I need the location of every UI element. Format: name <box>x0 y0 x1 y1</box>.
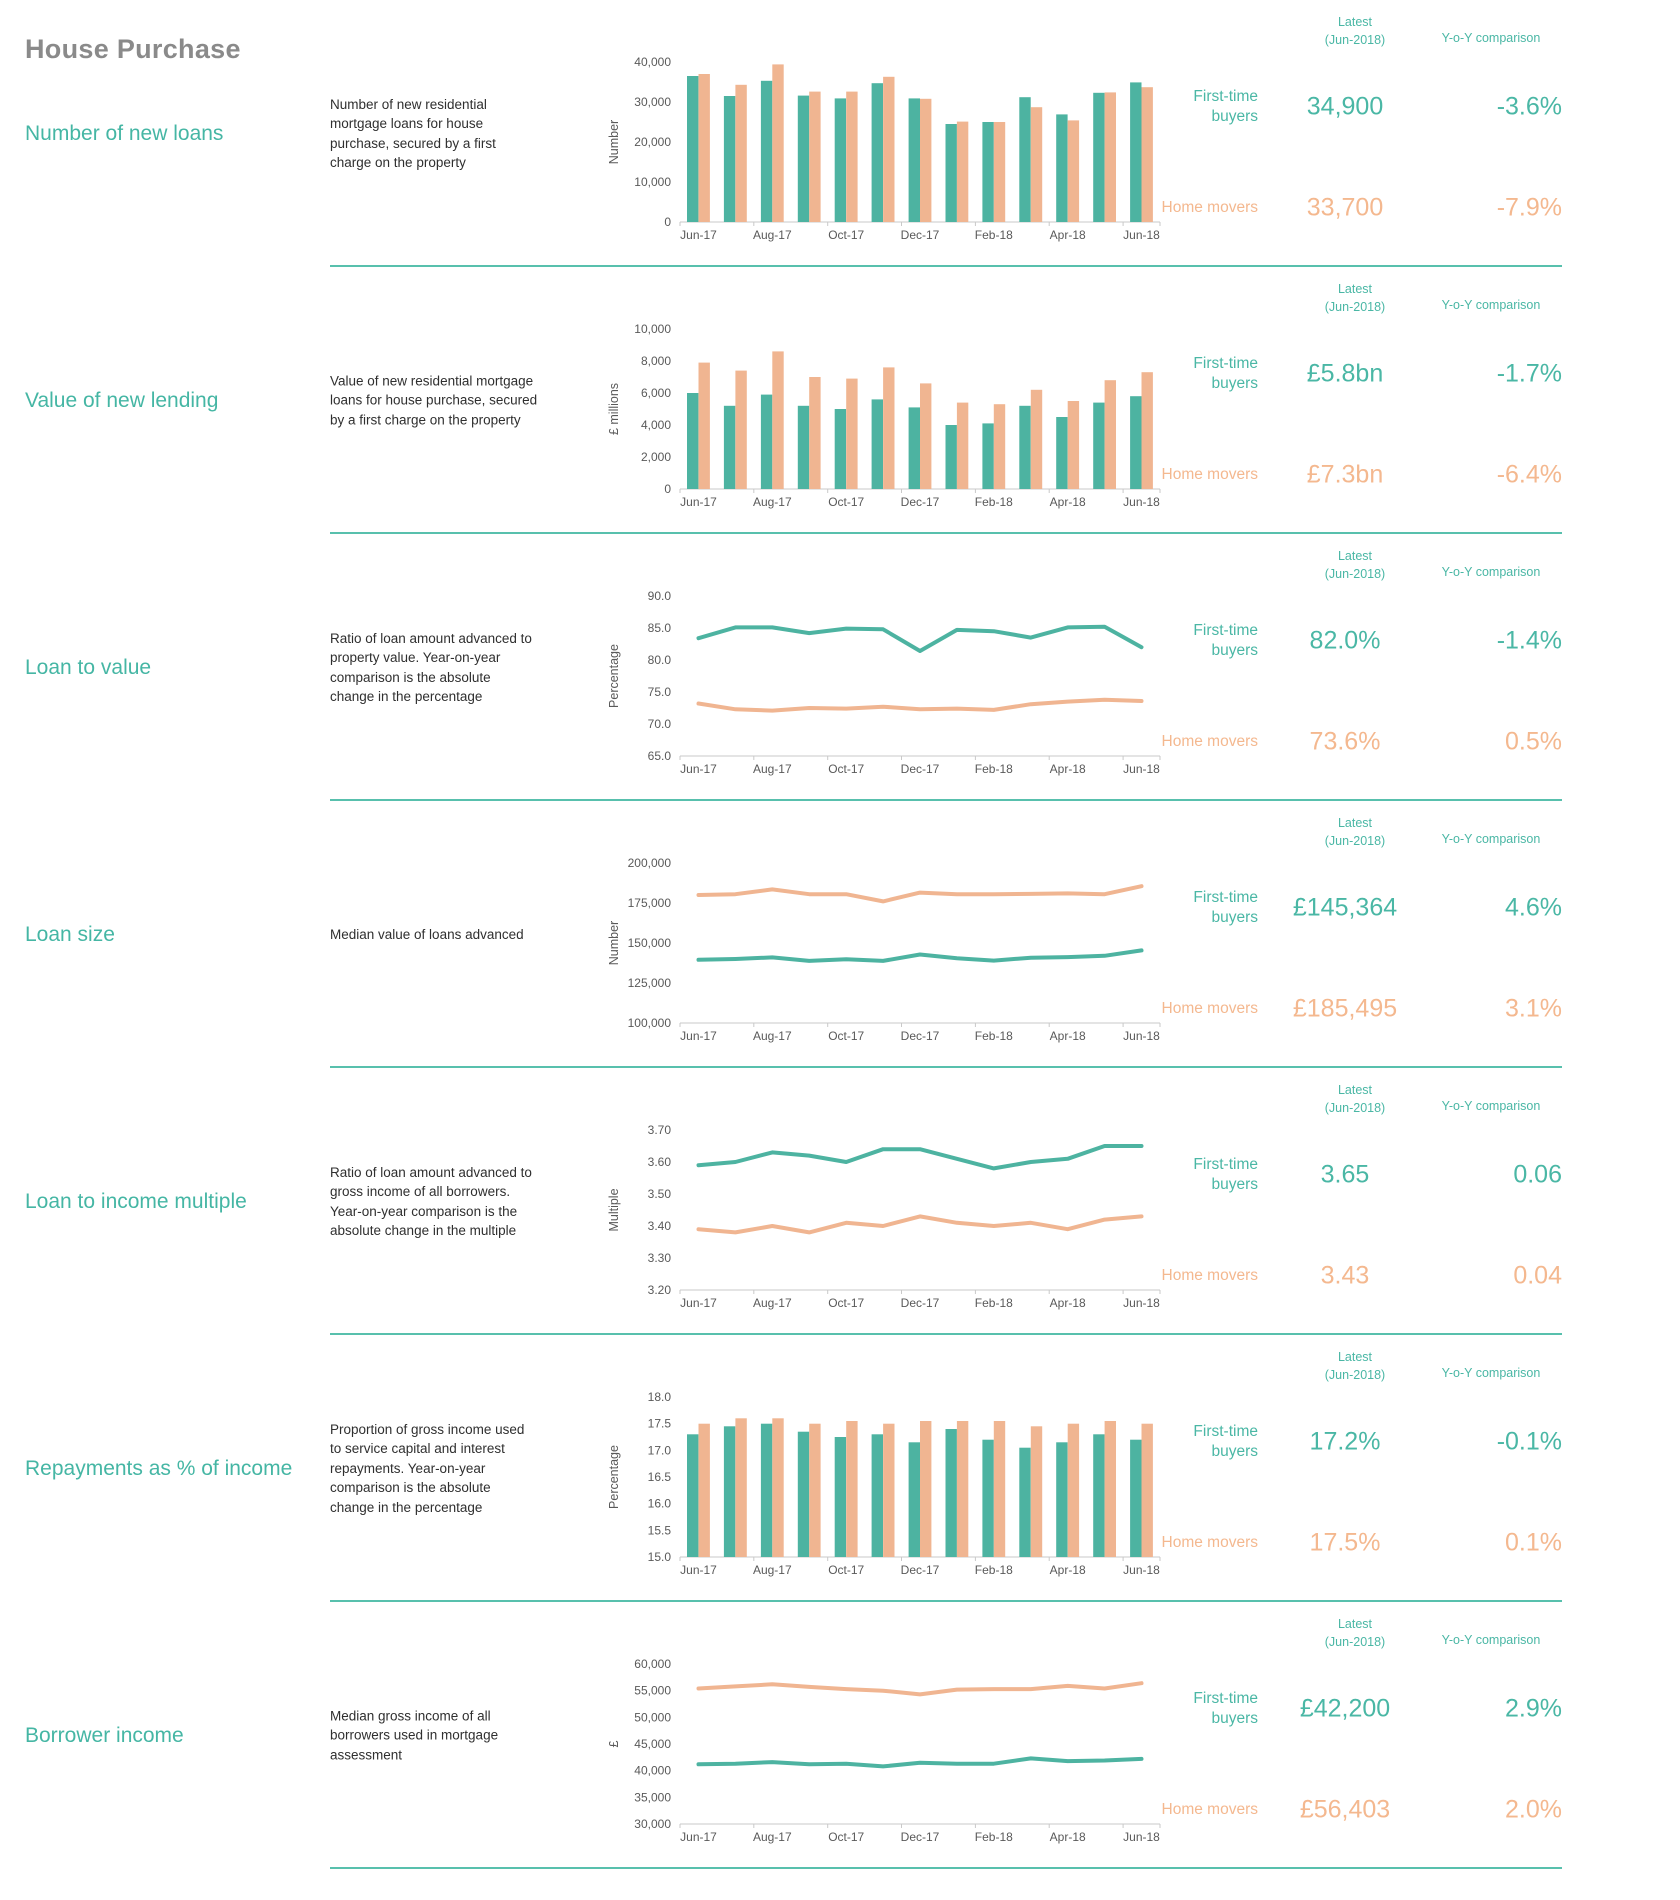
home-movers-label: Home movers <box>1161 1267 1258 1285</box>
svg-text:30,000: 30,000 <box>634 1817 671 1831</box>
page-title: House Purchase <box>25 34 241 65</box>
home-movers-label: Home movers <box>1161 1801 1258 1819</box>
svg-text:Aug-17: Aug-17 <box>752 1830 792 1844</box>
svg-text:Dec-17: Dec-17 <box>900 1296 940 1310</box>
svg-text:Jun-18: Jun-18 <box>1123 228 1160 242</box>
home-movers-latest-value: £56,403 <box>1299 1795 1391 1824</box>
column-header-yoy: Y-o-Y comparison <box>1441 1366 1541 1380</box>
svg-text:80.0: 80.0 <box>647 653 671 667</box>
chart-loan-to-value <box>545 584 1175 789</box>
svg-text:100,000: 100,000 <box>627 1016 671 1030</box>
svg-text:£: £ <box>607 1740 621 1748</box>
svg-text:Jun-18: Jun-18 <box>1123 495 1160 509</box>
svg-text:90.0: 90.0 <box>647 589 671 603</box>
first-time-buyers-latest-value: 82.0% <box>1309 626 1381 655</box>
column-header-latest: Latest (Jun-2018) <box>1324 816 1386 848</box>
svg-text:50,000: 50,000 <box>634 1710 671 1725</box>
svg-text:Jun-17: Jun-17 <box>680 762 717 776</box>
home-movers-label: Home movers <box>1161 466 1258 484</box>
svg-text:Number: Number <box>607 119 621 165</box>
svg-text:Jun-18: Jun-18 <box>1123 762 1160 776</box>
svg-text:6,000: 6,000 <box>640 386 671 400</box>
svg-text:Percentage: Percentage <box>607 644 621 708</box>
metric-name: Loan size <box>25 922 115 946</box>
svg-text:Oct-17: Oct-17 <box>828 762 865 776</box>
svg-text:Oct-17: Oct-17 <box>828 1029 865 1043</box>
svg-text:Aug-17: Aug-17 <box>752 1563 792 1577</box>
home-movers-yoy-value: 0.04 <box>1513 1261 1562 1290</box>
svg-text:3.60: 3.60 <box>647 1155 671 1169</box>
svg-text:200,000: 200,000 <box>627 856 671 870</box>
svg-text:Feb-18: Feb-18 <box>974 1029 1013 1043</box>
svg-text:2,000: 2,000 <box>640 450 671 464</box>
svg-text:150,000: 150,000 <box>627 936 671 950</box>
first-time-buyers-label: First-time buyers <box>1193 1689 1258 1727</box>
svg-text:17.0: 17.0 <box>647 1443 671 1458</box>
svg-text:3.30: 3.30 <box>647 1251 671 1265</box>
chart-number-of-new-loans <box>545 50 1175 255</box>
svg-text:10,000: 10,000 <box>634 322 671 336</box>
row-borrower-income <box>0 1602 1680 1869</box>
first-time-buyers-latest-value: 3.65 <box>1320 1160 1370 1189</box>
svg-text:£ millions: £ millions <box>607 382 621 436</box>
metric-name: Loan to income multiple <box>25 1189 247 1213</box>
first-time-buyers-yoy-value: -1.4% <box>1496 626 1562 655</box>
svg-text:Oct-17: Oct-17 <box>828 1830 865 1844</box>
svg-text:85.0: 85.0 <box>647 621 671 635</box>
svg-text:55,000: 55,000 <box>634 1683 671 1698</box>
svg-text:Jun-17: Jun-17 <box>680 1029 717 1043</box>
first-time-buyers-label: First-time buyers <box>1193 354 1258 392</box>
svg-text:75.0: 75.0 <box>647 685 671 699</box>
column-header-latest: Latest (Jun-2018) <box>1324 15 1386 47</box>
row-loan-to-value <box>0 534 1680 801</box>
first-time-buyers-latest-value: 17.2% <box>1309 1427 1381 1456</box>
column-header-yoy: Y-o-Y comparison <box>1441 565 1541 579</box>
svg-text:35,000: 35,000 <box>634 1790 671 1805</box>
svg-text:Apr-18: Apr-18 <box>1049 495 1086 509</box>
svg-text:15.5: 15.5 <box>647 1523 671 1538</box>
svg-text:Jun-18: Jun-18 <box>1123 1296 1160 1310</box>
svg-text:Aug-17: Aug-17 <box>752 1296 792 1310</box>
first-time-buyers-yoy-value: -1.7% <box>1496 359 1562 388</box>
home-movers-yoy-value: -6.4% <box>1496 460 1562 489</box>
home-movers-label: Home movers <box>1161 199 1258 217</box>
svg-text:40,000: 40,000 <box>634 55 671 69</box>
svg-text:Oct-17: Oct-17 <box>828 1296 865 1310</box>
svg-text:Dec-17: Dec-17 <box>900 1029 940 1043</box>
svg-text:16.5: 16.5 <box>647 1470 671 1484</box>
svg-text:60,000: 60,000 <box>634 1657 671 1671</box>
svg-text:10,000: 10,000 <box>634 175 671 189</box>
svg-text:Oct-17: Oct-17 <box>828 495 865 509</box>
row-repayments-percent-of-income <box>0 1335 1680 1602</box>
svg-text:40,000: 40,000 <box>634 1763 671 1778</box>
svg-text:3.20: 3.20 <box>647 1283 671 1297</box>
column-header-latest: Latest (Jun-2018) <box>1324 549 1386 581</box>
metric-description: Proportion of gross income used to service capital and interest repayments. Year-on-year comparison is the absolute change in the percentage <box>330 1421 525 1515</box>
svg-text:Jun-18: Jun-18 <box>1123 1029 1160 1043</box>
svg-text:Apr-18: Apr-18 <box>1049 228 1086 242</box>
svg-text:Jun-17: Jun-17 <box>680 1563 717 1577</box>
svg-text:Jun-17: Jun-17 <box>680 1830 717 1844</box>
svg-text:Jun-17: Jun-17 <box>680 228 717 242</box>
first-time-buyers-yoy-value: 2.9% <box>1505 1694 1562 1723</box>
svg-text:0: 0 <box>664 482 671 496</box>
home-movers-yoy-value: 0.5% <box>1505 727 1562 756</box>
svg-text:Dec-17: Dec-17 <box>900 762 940 776</box>
svg-text:Feb-18: Feb-18 <box>974 1830 1013 1844</box>
svg-text:Feb-18: Feb-18 <box>974 1296 1013 1310</box>
first-time-buyers-yoy-value: -3.6% <box>1496 92 1562 121</box>
svg-text:Multiple: Multiple <box>607 1188 621 1232</box>
svg-text:Dec-17: Dec-17 <box>900 228 940 242</box>
metric-name: Loan to value <box>25 655 152 679</box>
column-header-latest: Latest (Jun-2018) <box>1324 282 1386 314</box>
svg-text:Oct-17: Oct-17 <box>828 228 865 242</box>
home-movers-yoy-value: 3.1% <box>1505 994 1562 1023</box>
home-movers-yoy-value: 0.1% <box>1505 1528 1562 1557</box>
svg-text:Dec-17: Dec-17 <box>900 495 940 509</box>
svg-text:17.5: 17.5 <box>647 1416 671 1431</box>
svg-text:Number: Number <box>607 920 621 966</box>
first-time-buyers-latest-value: 34,900 <box>1306 92 1384 121</box>
first-time-buyers-label: First-time buyers <box>1193 621 1258 659</box>
svg-text:18.0: 18.0 <box>647 1390 671 1404</box>
svg-text:8,000: 8,000 <box>640 354 671 368</box>
metric-description: Median gross income of all borrowers used in mortgage assessment <box>330 1708 499 1763</box>
column-header-yoy: Y-o-Y comparison <box>1441 1633 1541 1647</box>
svg-text:70.0: 70.0 <box>647 717 671 731</box>
svg-text:3.50: 3.50 <box>647 1187 671 1201</box>
svg-text:Dec-17: Dec-17 <box>900 1563 940 1577</box>
home-movers-label: Home movers <box>1161 733 1258 751</box>
home-movers-label: Home movers <box>1161 1000 1258 1018</box>
chart-borrower-income <box>545 1652 1175 1857</box>
home-movers-latest-value: 3.43 <box>1320 1261 1370 1290</box>
column-header-yoy: Y-o-Y comparison <box>1441 298 1541 312</box>
home-movers-latest-value: £185,495 <box>1292 994 1398 1023</box>
svg-text:45,000: 45,000 <box>634 1737 671 1751</box>
svg-text:Jun-18: Jun-18 <box>1123 1830 1160 1844</box>
svg-text:Apr-18: Apr-18 <box>1049 1563 1086 1577</box>
svg-text:3.70: 3.70 <box>647 1123 671 1137</box>
first-time-buyers-yoy-value: -0.1% <box>1496 1427 1562 1456</box>
svg-text:Aug-17: Aug-17 <box>752 495 792 509</box>
svg-text:Jun-17: Jun-17 <box>680 1296 717 1310</box>
chart-value-of-new-lending <box>545 317 1175 522</box>
svg-text:3.40: 3.40 <box>647 1219 671 1233</box>
svg-text:16.0: 16.0 <box>647 1496 671 1511</box>
svg-text:0: 0 <box>664 215 671 229</box>
chart-repayments-percent-of-income <box>545 1385 1175 1590</box>
svg-text:30,000: 30,000 <box>634 95 671 109</box>
column-header-latest: Latest (Jun-2018) <box>1324 1350 1386 1382</box>
svg-text:65.0: 65.0 <box>647 749 671 763</box>
metric-description: Value of new residential mortgage loans for house purchase, secured by a first charge on the property <box>330 373 538 428</box>
svg-text:20,000: 20,000 <box>634 135 671 149</box>
home-movers-latest-value: 33,700 <box>1306 193 1384 222</box>
row-loan-to-income-multiple <box>0 1068 1680 1335</box>
row-value-of-new-lending <box>0 267 1680 534</box>
first-time-buyers-latest-value: £145,364 <box>1292 893 1398 922</box>
first-time-buyers-latest-value: £5.8bn <box>1306 359 1384 388</box>
row-divider <box>330 1867 1562 1869</box>
first-time-buyers-yoy-value: 0.06 <box>1513 1160 1562 1189</box>
row-loan-size <box>0 801 1680 1068</box>
column-header-latest: Latest (Jun-2018) <box>1324 1083 1386 1115</box>
first-time-buyers-latest-value: £42,200 <box>1299 1694 1391 1723</box>
column-header-latest: Latest (Jun-2018) <box>1324 1617 1386 1649</box>
home-movers-label: Home movers <box>1161 1534 1258 1552</box>
svg-text:Aug-17: Aug-17 <box>752 228 792 242</box>
column-header-yoy: Y-o-Y comparison <box>1441 1099 1541 1113</box>
column-header-yoy: Y-o-Y comparison <box>1441 31 1541 45</box>
home-movers-yoy-value: -7.9% <box>1496 193 1562 222</box>
svg-text:Feb-18: Feb-18 <box>974 1563 1013 1577</box>
svg-text:Percentage: Percentage <box>607 1445 621 1509</box>
home-movers-latest-value: £7.3bn <box>1306 460 1384 489</box>
home-movers-latest-value: 17.5% <box>1309 1528 1381 1557</box>
metric-description: Median value of loans advanced <box>330 926 524 942</box>
metric-description: Ratio of loan amount advanced to property value. Year-on-year comparison is the absolute change in the percentage <box>330 630 532 705</box>
column-header-yoy: Y-o-Y comparison <box>1441 832 1541 846</box>
first-time-buyers-label: First-time buyers <box>1193 1155 1258 1193</box>
svg-text:Jun-18: Jun-18 <box>1123 1563 1160 1577</box>
svg-text:Aug-17: Aug-17 <box>752 762 792 776</box>
first-time-buyers-label: First-time buyers <box>1193 87 1258 125</box>
svg-text:Jun-17: Jun-17 <box>680 495 717 509</box>
svg-text:4,000: 4,000 <box>640 418 671 432</box>
svg-text:125,000: 125,000 <box>627 976 671 990</box>
svg-text:Oct-17: Oct-17 <box>828 1563 865 1577</box>
metric-description: Ratio of loan amount advanced to gross income of all borrowers. Year-on-year comparison is the absolute change in the multiple <box>330 1164 532 1239</box>
metric-name: Number of new loans <box>25 121 224 145</box>
chart-loan-size <box>545 851 1175 1056</box>
svg-text:Apr-18: Apr-18 <box>1049 1830 1086 1844</box>
metric-description: Number of new residential mortgage loans for house purchase, secured by a first charge on the property <box>330 96 496 171</box>
metric-name: Repayments as % of income <box>25 1456 293 1480</box>
svg-text:Apr-18: Apr-18 <box>1049 762 1086 776</box>
first-time-buyers-label: First-time buyers <box>1193 888 1258 926</box>
chart-loan-to-income-multiple <box>545 1118 1175 1323</box>
row-number-of-new-loans <box>0 0 1680 267</box>
svg-text:Aug-17: Aug-17 <box>752 1029 792 1043</box>
svg-text:15.0: 15.0 <box>647 1550 671 1564</box>
svg-text:Feb-18: Feb-18 <box>974 495 1013 509</box>
svg-text:Feb-18: Feb-18 <box>974 762 1013 776</box>
svg-text:Apr-18: Apr-18 <box>1049 1029 1086 1043</box>
first-time-buyers-yoy-value: 4.6% <box>1505 893 1562 922</box>
first-time-buyers-label: First-time buyers <box>1193 1422 1258 1460</box>
svg-text:Feb-18: Feb-18 <box>974 228 1013 242</box>
svg-text:Apr-18: Apr-18 <box>1049 1296 1086 1310</box>
svg-text:Dec-17: Dec-17 <box>900 1830 940 1844</box>
home-movers-latest-value: 73.6% <box>1309 727 1381 756</box>
metric-name: Value of new lending <box>25 388 219 412</box>
metric-name: Borrower income <box>25 1723 184 1747</box>
svg-text:175,000: 175,000 <box>627 896 671 910</box>
home-movers-yoy-value: 2.0% <box>1505 1795 1562 1824</box>
